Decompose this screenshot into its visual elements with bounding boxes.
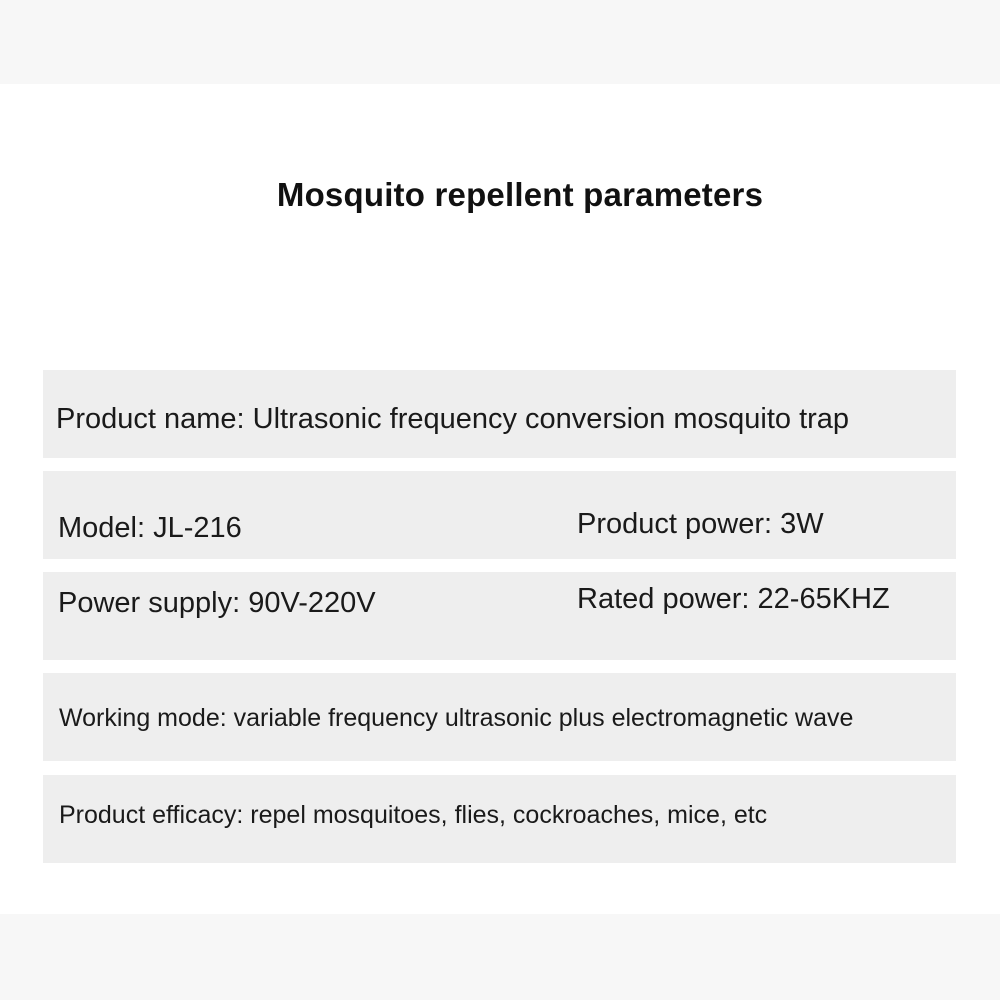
product-efficacy-text: Product efficacy: repel mosquitoes, flies, cockroaches, mice, etc xyxy=(59,801,768,829)
power-supply-text: Power supply: 90V-220V xyxy=(58,587,376,619)
page-title: Mosquito repellent parameters xyxy=(276,176,764,213)
top-band xyxy=(0,0,1000,84)
product-power-text: Product power: 3W xyxy=(577,508,824,540)
parameter-row-supply-rated xyxy=(43,572,956,660)
rated-power-text: Rated power: 22-65KHZ xyxy=(577,583,890,615)
parameter-row-working-mode xyxy=(43,673,956,761)
bottom-band xyxy=(0,914,1000,1000)
parameter-row-product-name xyxy=(43,370,956,458)
parameter-row-efficacy xyxy=(43,775,956,863)
model-text: Model: JL-216 xyxy=(58,512,242,544)
product-name-text: Product name: Ultrasonic frequency conversion mosquito trap xyxy=(56,403,850,435)
parameter-row-model-power xyxy=(43,471,956,559)
working-mode-text: Working mode: variable frequency ultrasonic plus electromagnetic wave xyxy=(59,704,854,732)
